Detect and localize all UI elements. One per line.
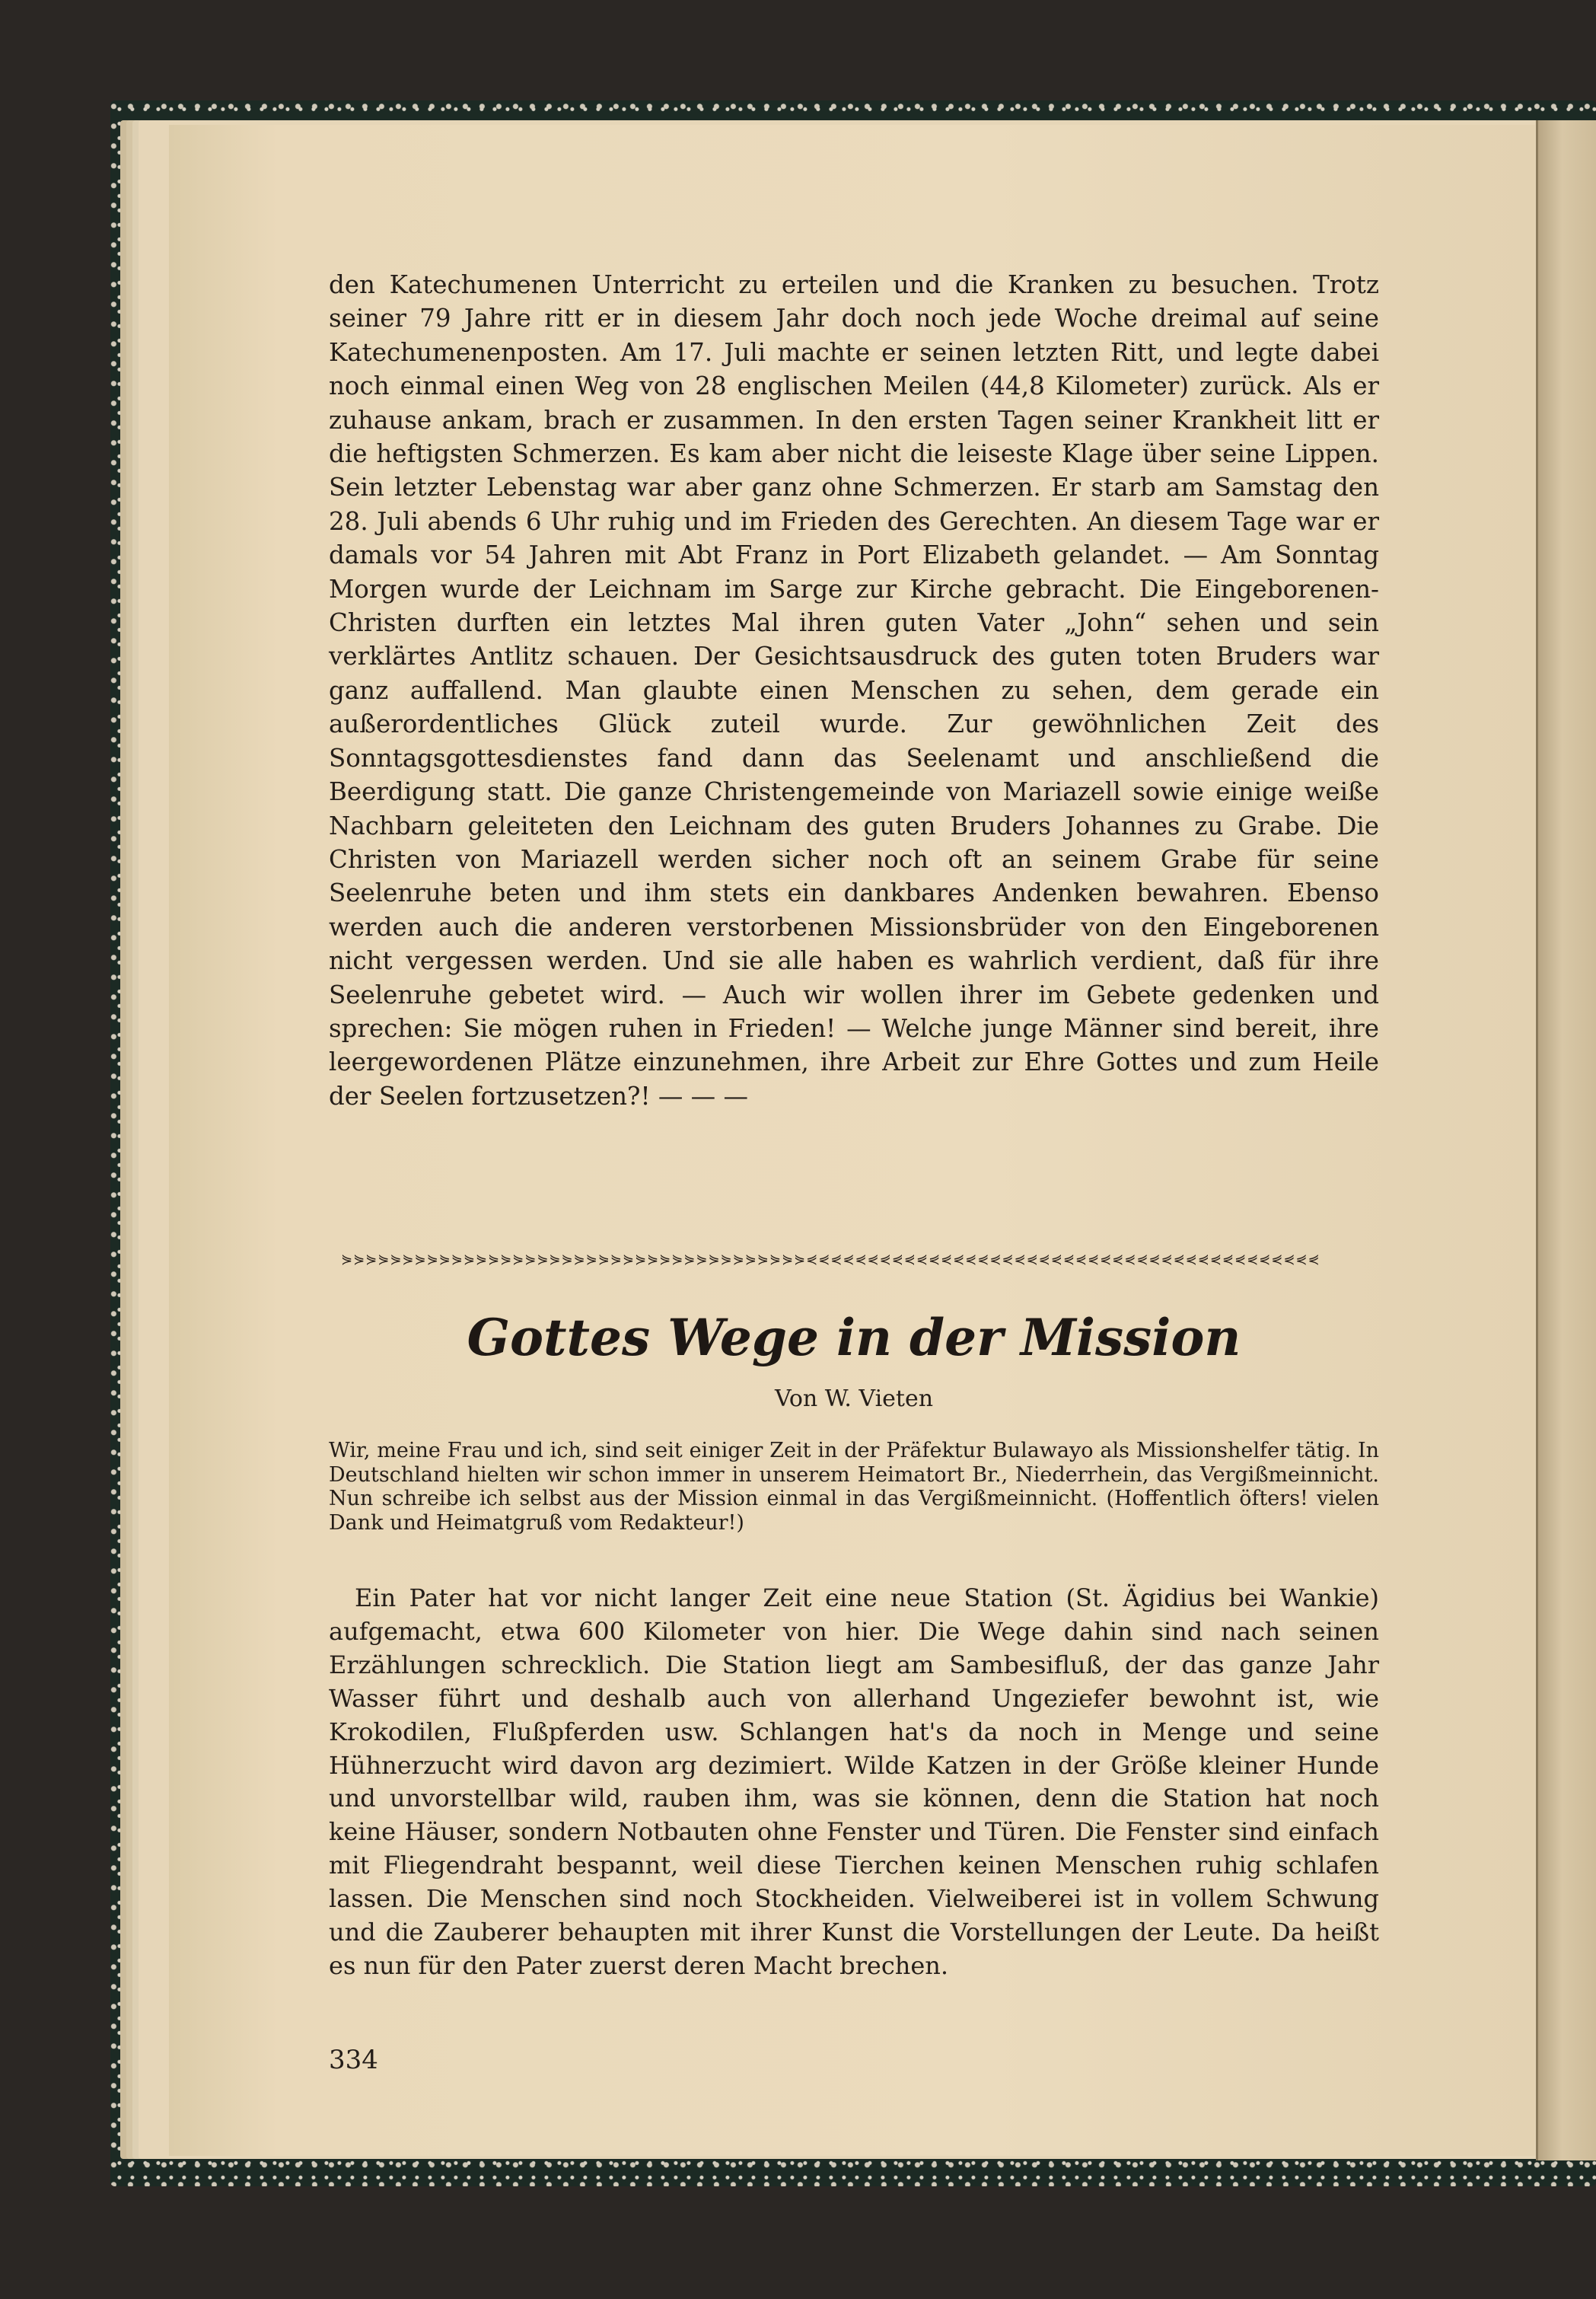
- article-title: Gottes Wege in der Mission: [467, 1308, 1241, 1367]
- facing-page-edge: [1536, 120, 1596, 2160]
- article-intro: Wir, meine Frau und ich, sind seit einiger Zeit in der Präfektur Bulawayo als Missionshelfer tätig. In Deutschland hielten wir schon immer in unserem Heimatort Br., Niederrhein, das Vergißmeinnicht. Nun schreibe ich selbst aus der Mission einmal in das Vergißmeinnicht. (Hoffentlich öfters! vielen Dank und Heimatgruß vom Redakteur!): [329, 1439, 1379, 1535]
- article-paragraph: Ein Pater hat vor nicht langer Zeit eine neue Station (St. Ägidius bei Wankie) aufgemacht, etwa 600 Kilometer von hier. Die Wege dahin sind nach seinen Erzählungen schrecklich. Die Station liegt am Sambesifluß, der das ganze Jahr Wasser führt und deshalb auch von allerhand Ungeziefer bewohnt ist, wie Krokodilen, Flußpferden usw. Schlangen hat's da noch in Menge und seine Hühnerzucht wird davon arg dezimiert. Wilde Katzen in der Größe kleiner Hunde und unvorstellbar wild, rauben ihm, was sie können, denn die Station hat noch keine Häuser, sondern Notbauten ohne Fenster und Türen. Die Fenster sind einfach mit Fliegendraht bespannt, weil diese Tierchen keinen Menschen ruhig schlafen lassen. Die Menschen sind noch Stockheiden. Vielweiberei ist in vollem Schwung und die Zauberer behaupten mit ihrer Kunst die Vorstellungen der Leute. Da heißt es nun für den Pater zuerst deren Macht brechen.: [329, 1583, 1379, 1980]
- page-number: 334: [329, 2045, 378, 2075]
- decorative-divider: ⋟⋟⋟⋟⋟⋟⋟⋟⋟⋟⋟⋟⋟⋟⋟⋟⋟⋟⋟⋟⋟⋟⋟⋟⋟⋟⋟⋟⋟⋟⋟⋟⋟⋟⋟⋟⋟⋟⋞⋞⋞⋞⋞⋞⋞⋞⋞⋞⋞⋞⋞⋞⋞⋞⋞⋞⋞⋞⋞⋞⋞⋞⋞⋞⋞⋞⋞⋞⋞⋞⋞⋞⋞⋞⋞⋞⋞⋞⋞⋞: [341, 1252, 1320, 1267]
- article-byline: Von W. Vieten: [774, 1385, 934, 1412]
- article-end-text: den Katechumenen Unterricht zu erteilen und die Kranken zu besuchen. Trotz seiner 79 Jahre ritt er in diesem Jahr doch noch jede Woche dreimal auf seine Katechumenenposten. Am 17. Juli machte er seinen letzten Ritt, und legte dabei noch einmal einen Weg von 28 englischen Meilen (44,8 Kilometer) zurück. Als er zuhause ankam, brach er zusammen. In den ersten Tagen seiner Krankheit litt er die heftigsten Schmerzen. Es kam aber nicht die leiseste Klage über seine Lippen. Sein letzter Lebenstag war aber ganz ohne Schmerzen. Er starb am Samstag den 28. Juli abends 6 Uhr ruhig und im Frieden des Gerechten. An diesem Tage war er damals vor 54 Jahren mit Abt Franz in Port Elizabeth gelandet. — Am Sonntag Morgen wurde der Leichnam im Sarge zur Kirche gebracht. Die Eingeborenen-Christen durften ein letztes Mal ihren guten Vater „John“ sehen und sein verklärtes Antlitz schauen. Der Gesichtsausdruck des guten toten Bruders war ganz auffallend. Man glaubte einen Menschen zu sehen, dem gerade ein außerordentliches Glück zuteil wurde. Zur gewöhnlichen Zeit des Sonntagsgottesdienstes fand dann das Seelenamt und anschließend die Beerdigung statt. Die ganze Christengemeinde von Mariazell sowie einige weiße Nachbarn geleiteten den Leichnam des guten Bruders Johannes zu Grabe. Die Christen von Mariazell werden sicher noch oft an seinem Grabe für seine Seelenruhe beten und ihm stets ein dankbares Andenken bewahren. Ebenso werden auch die anderen verstorbenen Missionsbrüder von den Eingeborenen nicht vergessen werden. Und sie alle haben es wahrlich verdient, daß für ihre Seelenruhe gebetet wird. — Auch wir wollen ihrer im Gebete gedenken und sprechen: Sie mögen ruhen in Frieden! — Welche junge Männer sind bereit, ihre leergewordenen Plätze einzunehmen, ihre Arbeit zur Ehre Gottes und zum Heile der Seelen fortzusetzen?! — — —: [329, 270, 1379, 1111]
- previous-article-continuation: [329, 268, 1379, 1113]
